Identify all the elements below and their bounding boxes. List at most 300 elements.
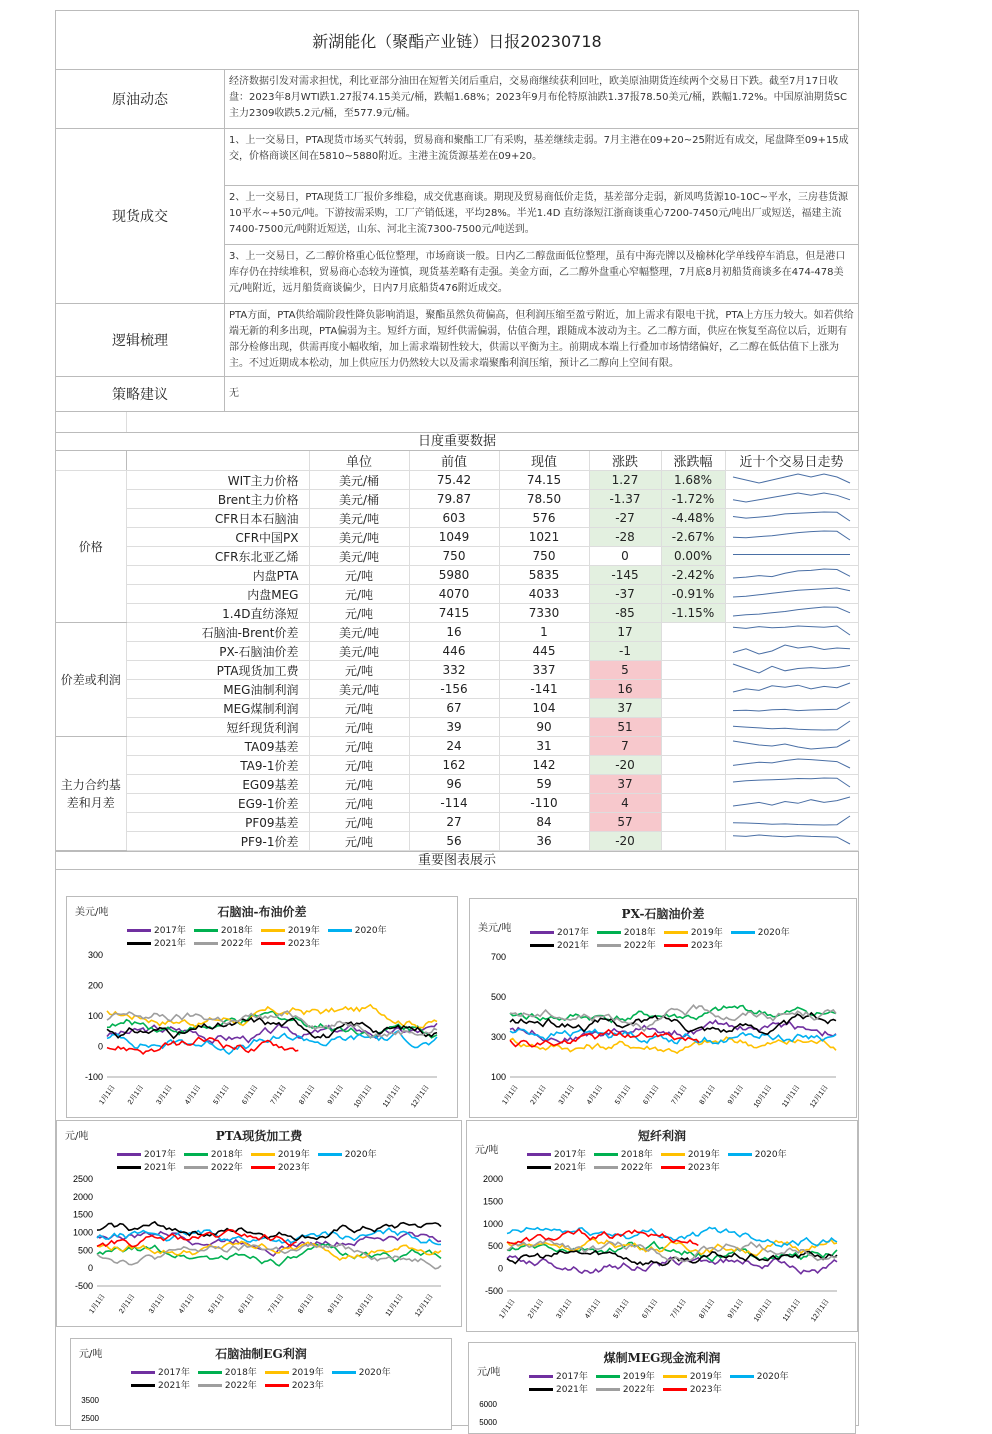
legend-label: 2023年: [689, 1385, 722, 1395]
unit-cell: 美元/吨: [309, 680, 409, 699]
x-tick-label: 2月1日: [118, 1293, 137, 1316]
item-name: 1.4D直纺涤短: [126, 604, 309, 623]
x-tick-label: 1月1日: [501, 1084, 520, 1107]
chart-4: [466, 1120, 858, 1332]
sparkline: [729, 680, 854, 695]
y-tick-label: 700: [490, 952, 506, 962]
change-value: -20: [589, 756, 661, 775]
curr-value: 90: [499, 718, 589, 737]
trend-cell: [725, 794, 858, 813]
spacer-row: [56, 412, 858, 433]
change-pct: [661, 680, 725, 699]
series-line: [97, 1244, 441, 1269]
curr-value: 337: [499, 661, 589, 680]
chart-title: 石脑油制EG利润: [215, 1347, 307, 1361]
trend-cell: [725, 623, 858, 642]
logic-text: PTA方面，PTA供给端阶段性降负影响消退，聚酯虽然负荷偏高，但利润压缩至盈亏附近，加上需求有限电干扰，PTA上方压力较大。如若供给端无新的利多出现，PTA偏弱为主。短纤方面，短纤供需偏弱，估值合理，跟随成本波动为主。乙二醇方面，供应在恢复至高位以后，近期有部分检修出现，供需再度小幅收缩，加上需求端韧性较大，供需以平衡为主。前期成本端上行叠加市场情绪偏好，乙二醇在低估值下上涨为主。不过近期成本松动，加上供应压力仍然较大以及需求端聚酯利润压缩，预计乙二醇向上空间有限。: [229, 310, 854, 369]
y-tick-label: 0: [497, 1263, 503, 1274]
item-name: EG09基差: [126, 775, 309, 794]
legend-label: 2017年: [556, 1372, 588, 1382]
x-tick-label: 1月1日: [88, 1293, 107, 1316]
y-tick-label: 6000: [479, 1400, 497, 1409]
change-value: 51: [589, 718, 661, 737]
table-row: [56, 699, 858, 718]
item-name: CFR东北亚乙烯: [126, 547, 309, 566]
x-tick-label: 5月1日: [612, 1298, 631, 1321]
trend-cell: [725, 661, 858, 680]
col-header: 前值: [409, 451, 499, 471]
unit-cell: 元/吨: [309, 566, 409, 585]
legend-label: 2021年: [556, 1385, 588, 1395]
trend-cell: [725, 490, 858, 509]
curr-value: 576: [499, 509, 589, 528]
strategy-text: 无: [229, 388, 239, 399]
trend-cell: [725, 566, 858, 585]
chart-title: 短纤利润: [637, 1129, 686, 1143]
x-tick-label: 9月1日: [726, 1084, 746, 1107]
y-tick-label: 1500: [72, 1209, 93, 1220]
curr-value: 78.50: [499, 490, 589, 509]
trend-cell: [725, 737, 858, 756]
chart-plot: [67, 897, 457, 1117]
legend-label: 2023年: [287, 939, 320, 949]
curr-value: 36: [499, 832, 589, 851]
chart-unit: 元/吨: [65, 1131, 89, 1142]
x-tick-label: 8月1日: [698, 1298, 717, 1321]
spot-item-1: 1、上一交易日，PTA现货市场买气转弱，贸易商和聚酯工厂有采购，基差继续走弱。7月主港在09+20~25附近有成交，尾盘降至09+15成交，价格商谈区间在5810~5880附近。主港主流货源基差在09+20。: [225, 129, 858, 186]
legend-label: 2022年: [224, 1381, 257, 1391]
change-value: -145: [589, 566, 661, 585]
legend-label: 2022年: [210, 1163, 243, 1173]
item-name: WIT主力价格: [126, 471, 309, 490]
series-line: [507, 1251, 837, 1266]
change-pct: -2.67%: [661, 528, 725, 547]
change-pct: [661, 737, 725, 756]
unit-cell: 元/吨: [309, 813, 409, 832]
curr-value: 142: [499, 756, 589, 775]
trend-cell: [725, 832, 858, 851]
item-name: 短纤现货利润: [126, 718, 309, 737]
legend-label: 2022年: [623, 941, 656, 951]
table-row: [56, 604, 858, 623]
table-row: [56, 547, 858, 566]
legend-label: 2023年: [690, 941, 723, 951]
x-tick-label: 6月1日: [241, 1084, 260, 1107]
prev-value: 5980: [409, 566, 499, 585]
table-row: [56, 794, 858, 813]
unit-cell: 美元/吨: [309, 623, 409, 642]
item-name: CFR中国PX: [126, 528, 309, 547]
curr-value: 4033: [499, 585, 589, 604]
sparkline: [729, 661, 854, 676]
logic-label: 逻辑梳理: [56, 304, 225, 376]
legend-label: 2019年: [689, 1372, 722, 1382]
legend-label: 2020年: [754, 1150, 787, 1160]
y-tick-label: 1000: [482, 1218, 503, 1229]
table-row: [56, 623, 858, 642]
x-tick-label: 6月1日: [642, 1084, 661, 1107]
change-pct: [661, 718, 725, 737]
prev-value: 56: [409, 832, 499, 851]
x-tick-label: 8月1日: [698, 1084, 717, 1107]
chart-6: [468, 1342, 856, 1434]
y-tick-label: 1500: [482, 1196, 503, 1207]
prev-value: 75.42: [409, 471, 499, 490]
trend-cell: [725, 604, 858, 623]
trend-cell: [725, 756, 858, 775]
legend-label: 2018年: [224, 1368, 257, 1378]
x-tick-label: 3月1日: [155, 1084, 174, 1107]
curr-value: 59: [499, 775, 589, 794]
legend-label: 2018年: [623, 928, 656, 938]
item-name: 内盘PTA: [126, 566, 309, 585]
trend-cell: [725, 471, 858, 490]
item-name: PTA现货加工费: [126, 661, 309, 680]
y-tick-label: 200: [87, 980, 103, 991]
legend-label: 2017年: [144, 1150, 176, 1160]
change-value: -1.37: [589, 490, 661, 509]
series-line: [97, 1232, 441, 1256]
chart-plot: [467, 1121, 857, 1331]
curr-value: 31: [499, 737, 589, 756]
legend-label: 2017年: [158, 1368, 190, 1378]
change-pct: 0.00%: [661, 547, 725, 566]
prev-value: 27: [409, 813, 499, 832]
change-pct: -1.15%: [661, 604, 725, 623]
change-pct: 1.68%: [661, 471, 725, 490]
prev-value: -156: [409, 680, 499, 699]
legend-label: 2020年: [756, 1372, 789, 1382]
legend-label: 2017年: [154, 926, 186, 936]
table-row: [56, 528, 858, 547]
change-pct: [661, 642, 725, 661]
x-tick-label: 8月1日: [298, 1084, 317, 1107]
change-pct: -1.72%: [661, 490, 725, 509]
col-header: 现值: [499, 451, 589, 471]
x-tick-label: 1月1日: [498, 1298, 517, 1321]
unit-cell: 元/吨: [309, 794, 409, 813]
sparkline: [729, 775, 854, 790]
x-tick-label: 5月1日: [207, 1293, 226, 1316]
x-tick-label: 6月1日: [641, 1298, 660, 1321]
trend-cell: [725, 642, 858, 661]
change-pct: [661, 756, 725, 775]
x-tick-label: 11月1日: [781, 1298, 803, 1323]
chart-plot: [470, 899, 856, 1117]
chart-unit: 美元/吨: [478, 923, 512, 934]
legend-label: 2018年: [220, 926, 253, 936]
charts-header: 重要图表展示: [56, 851, 858, 869]
change-pct: [661, 623, 725, 642]
spot-section: [56, 129, 858, 304]
x-tick-label: 2月1日: [526, 1298, 546, 1321]
sparkline: [729, 794, 854, 809]
table-row: [56, 737, 858, 756]
chart-title: PTA现货加工费: [215, 1129, 303, 1143]
table-row: [56, 490, 858, 509]
legend-label: 2018年: [210, 1150, 243, 1160]
trend-cell: [725, 547, 858, 566]
change-pct: [661, 832, 725, 851]
y-tick-label: -500: [484, 1286, 503, 1296]
sparkline: [729, 737, 854, 752]
item-name: MEG煤制利润: [126, 699, 309, 718]
change-value: -85: [589, 604, 661, 623]
y-tick-label: 5000: [479, 1418, 497, 1427]
item-name: CFR日本石脑油: [126, 509, 309, 528]
curr-value: 7330: [499, 604, 589, 623]
chart-2: [469, 898, 857, 1118]
group-label: 价差或利润: [56, 623, 126, 737]
x-tick-label: 4月1日: [585, 1084, 605, 1107]
legend-label: 2022年: [620, 1163, 653, 1173]
trend-cell: [725, 699, 858, 718]
change-value: 4: [589, 794, 661, 813]
trend-cell: [725, 718, 858, 737]
crude-text: 经济数据引发对需求担忧，利比亚部分油田在短暂关闭后重启，交易商继续获利回吐，欧美原油期货连续两个交易日下跌。截至7月17日收盘：2023年8月WTI跌1.27报74.15美元/桶，跌幅1.68%；2023年9月布伦特原油跌1.37报78.50美元/桶，跌幅1.72%。中国原油期货SC主力2309收跌5.2元/桶，至577.9元/桶。: [229, 76, 847, 119]
change-value: 16: [589, 680, 661, 699]
prev-value: 4070: [409, 585, 499, 604]
item-name: PF09基差: [126, 813, 309, 832]
chart-title: 煤制MEG现金流利润: [603, 1351, 721, 1365]
unit-cell: 元/吨: [309, 699, 409, 718]
y-tick-label: 2500: [81, 1414, 99, 1423]
spot-item-2: 2、上一交易日，PTA现货工厂报价多维稳，成交优惠商谈。期现及贸易商低价走货，基差部分走弱，新凤鸣货源10-10C~平水，三房巷货源10平水~+50元/吨。下游按需采购，工厂产销低迷，平均28%。半光1.4D 直纺涤短江浙商谈重心7200-7450元/吨出厂或短送，福建主流7400-7500元/吨附近短送，山东、河北主流7300-7500元/吨送到。: [225, 186, 858, 245]
sparkline: [729, 490, 854, 505]
x-tick-label: 12月1日: [810, 1298, 831, 1324]
legend-label: 2021年: [154, 939, 186, 949]
table-row: [56, 680, 858, 699]
col-header: 近十个交易日走势: [725, 451, 858, 471]
change-value: -27: [589, 509, 661, 528]
change-pct: -2.42%: [661, 566, 725, 585]
prev-value: 603: [409, 509, 499, 528]
item-name: MEG油制利润: [126, 680, 309, 699]
change-value: -37: [589, 585, 661, 604]
chart-title: 石脑油-布油价差: [217, 905, 307, 919]
legend-label: 2022年: [622, 1385, 655, 1395]
prev-value: 79.87: [409, 490, 499, 509]
curr-value: 104: [499, 699, 589, 718]
x-tick-label: 9月1日: [726, 1298, 746, 1321]
unit-cell: 美元/吨: [309, 528, 409, 547]
y-tick-label: 300: [87, 950, 103, 960]
prev-value: 162: [409, 756, 499, 775]
legend-label: 2021年: [144, 1163, 176, 1173]
table-row: [56, 832, 858, 851]
daily-data-table: [56, 451, 859, 851]
y-tick-label: -500: [74, 1281, 93, 1291]
change-value: 7: [589, 737, 661, 756]
report-sheet: [55, 10, 859, 1426]
curr-value: 84: [499, 813, 589, 832]
x-tick-label: 12月1日: [410, 1084, 431, 1110]
crude-section: [56, 70, 858, 129]
x-tick-label: 7月1日: [269, 1084, 288, 1107]
sparkline: [729, 832, 854, 847]
unit-cell: 美元/吨: [309, 547, 409, 566]
table-row: [56, 813, 858, 832]
unit-cell: 元/吨: [309, 718, 409, 737]
table-row: [56, 775, 858, 794]
legend-label: 2019年: [687, 1150, 720, 1160]
chart-5: [70, 1338, 452, 1430]
sparkline: [729, 604, 854, 619]
legend-label: 2020年: [354, 926, 387, 936]
change-value: 17: [589, 623, 661, 642]
chart-unit: 元/吨: [475, 1145, 499, 1156]
legend-label: 2021年: [158, 1381, 190, 1391]
curr-value: 5835: [499, 566, 589, 585]
legend-label: 2020年: [757, 928, 790, 938]
y-tick-label: 2000: [482, 1174, 503, 1184]
unit-cell: 美元/吨: [309, 642, 409, 661]
y-tick-label: 3500: [81, 1396, 99, 1405]
table-row: [56, 509, 858, 528]
item-name: 石脑油-Brent价差: [126, 623, 309, 642]
sparkline: [729, 585, 854, 600]
prev-value: -114: [409, 794, 499, 813]
prev-value: 67: [409, 699, 499, 718]
sparkline: [729, 718, 854, 733]
x-tick-label: 8月1日: [297, 1293, 316, 1316]
table-row: [56, 756, 858, 775]
item-name: PF9-1价差: [126, 832, 309, 851]
x-tick-label: 9月1日: [326, 1084, 346, 1107]
legend-label: 2020年: [344, 1150, 377, 1160]
item-name: TA9-1价差: [126, 756, 309, 775]
change-value: 0: [589, 547, 661, 566]
sparkline: [729, 528, 854, 543]
sparkline: [729, 471, 854, 486]
unit-cell: 元/吨: [309, 737, 409, 756]
y-tick-label: -100: [84, 1072, 103, 1082]
x-tick-label: 12月1日: [809, 1084, 830, 1110]
change-value: -20: [589, 832, 661, 851]
x-tick-label: 10月1日: [353, 1084, 374, 1110]
table-row: [56, 585, 858, 604]
x-tick-label: 3月1日: [148, 1293, 167, 1316]
x-tick-label: 7月1日: [670, 1084, 689, 1107]
change-pct: [661, 794, 725, 813]
sparkline: [729, 566, 854, 581]
sparkline: [729, 756, 854, 771]
chart-plot: [57, 1121, 461, 1326]
item-name: PX-石脑油价差: [126, 642, 309, 661]
y-tick-label: 2500: [72, 1174, 93, 1184]
x-tick-label: 11月1日: [781, 1084, 802, 1109]
trend-cell: [725, 585, 858, 604]
y-tick-label: 100: [490, 1072, 506, 1082]
legend-label: 2019年: [277, 1150, 310, 1160]
unit-cell: 元/吨: [309, 585, 409, 604]
change-value: 1.27: [589, 471, 661, 490]
prev-value: 7415: [409, 604, 499, 623]
item-name: EG9-1价差: [126, 794, 309, 813]
trend-cell: [725, 528, 858, 547]
x-tick-label: 11月1日: [381, 1084, 403, 1109]
y-tick-label: 2000: [72, 1191, 93, 1202]
change-pct: [661, 775, 725, 794]
sparkline: [729, 509, 854, 524]
prev-value: 16: [409, 623, 499, 642]
legend-label: 2017年: [554, 1150, 586, 1160]
change-value: -1: [589, 642, 661, 661]
legend-label: 2021年: [557, 941, 589, 951]
prev-value: 750: [409, 547, 499, 566]
chart-title: PX-石脑油价差: [621, 907, 705, 921]
unit-cell: 元/吨: [309, 604, 409, 623]
curr-value: -110: [499, 794, 589, 813]
change-value: 37: [589, 699, 661, 718]
legend-label: 2019年: [291, 1368, 324, 1378]
unit-cell: 美元/桶: [309, 471, 409, 490]
prev-value: 332: [409, 661, 499, 680]
x-tick-label: 10月1日: [752, 1084, 774, 1110]
y-tick-label: 0: [97, 1041, 103, 1052]
chart-3: [56, 1120, 462, 1327]
y-tick-label: 300: [490, 1032, 506, 1042]
curr-value: -141: [499, 680, 589, 699]
legend-label: 2020年: [358, 1368, 391, 1378]
prev-value: 446: [409, 642, 499, 661]
change-pct: [661, 699, 725, 718]
table-row: [56, 471, 858, 490]
logic-section: [56, 304, 858, 377]
table-row: [56, 566, 858, 585]
sparkline: [729, 547, 854, 562]
legend-label: 2023年: [277, 1163, 310, 1173]
prev-value: 96: [409, 775, 499, 794]
item-name: Brent主力价格: [126, 490, 309, 509]
legend-label: 2022年: [220, 939, 253, 949]
curr-value: 1021: [499, 528, 589, 547]
change-value: 5: [589, 661, 661, 680]
charts-area: [56, 869, 858, 1425]
series-line: [510, 1030, 699, 1047]
curr-value: 750: [499, 547, 589, 566]
y-tick-label: 100: [87, 1011, 103, 1021]
chart-unit: 元/吨: [79, 1349, 103, 1360]
y-tick-label: 0: [87, 1263, 93, 1274]
col-header: 单位: [309, 451, 409, 471]
strategy-label: 策略建议: [56, 377, 225, 411]
change-value: -28: [589, 528, 661, 547]
curr-value: 74.15: [499, 471, 589, 490]
group-label: 价格: [56, 471, 126, 623]
daily-header: 日度重要数据: [56, 433, 858, 451]
x-tick-label: 7月1日: [267, 1293, 286, 1316]
x-tick-label: 6月1日: [237, 1293, 256, 1316]
spot-label: 现货成交: [56, 129, 225, 303]
y-tick-label: 500: [490, 992, 506, 1002]
legend-label: 2017年: [557, 928, 589, 938]
x-tick-label: 1月1日: [98, 1084, 117, 1107]
table-row: [56, 661, 858, 680]
x-tick-label: 4月1日: [177, 1293, 197, 1316]
x-tick-label: 5月1日: [614, 1084, 633, 1107]
x-tick-label: 2月1日: [126, 1084, 146, 1107]
x-tick-label: 3月1日: [557, 1084, 577, 1107]
legend-label: 2019年: [690, 928, 723, 938]
series-line: [510, 1013, 836, 1034]
y-tick-label: 500: [487, 1241, 503, 1252]
item-name: 内盘MEG: [126, 585, 309, 604]
change-pct: [661, 813, 725, 832]
sparkline: [729, 642, 854, 657]
y-tick-label: 1000: [72, 1227, 93, 1238]
trend-cell: [725, 680, 858, 699]
